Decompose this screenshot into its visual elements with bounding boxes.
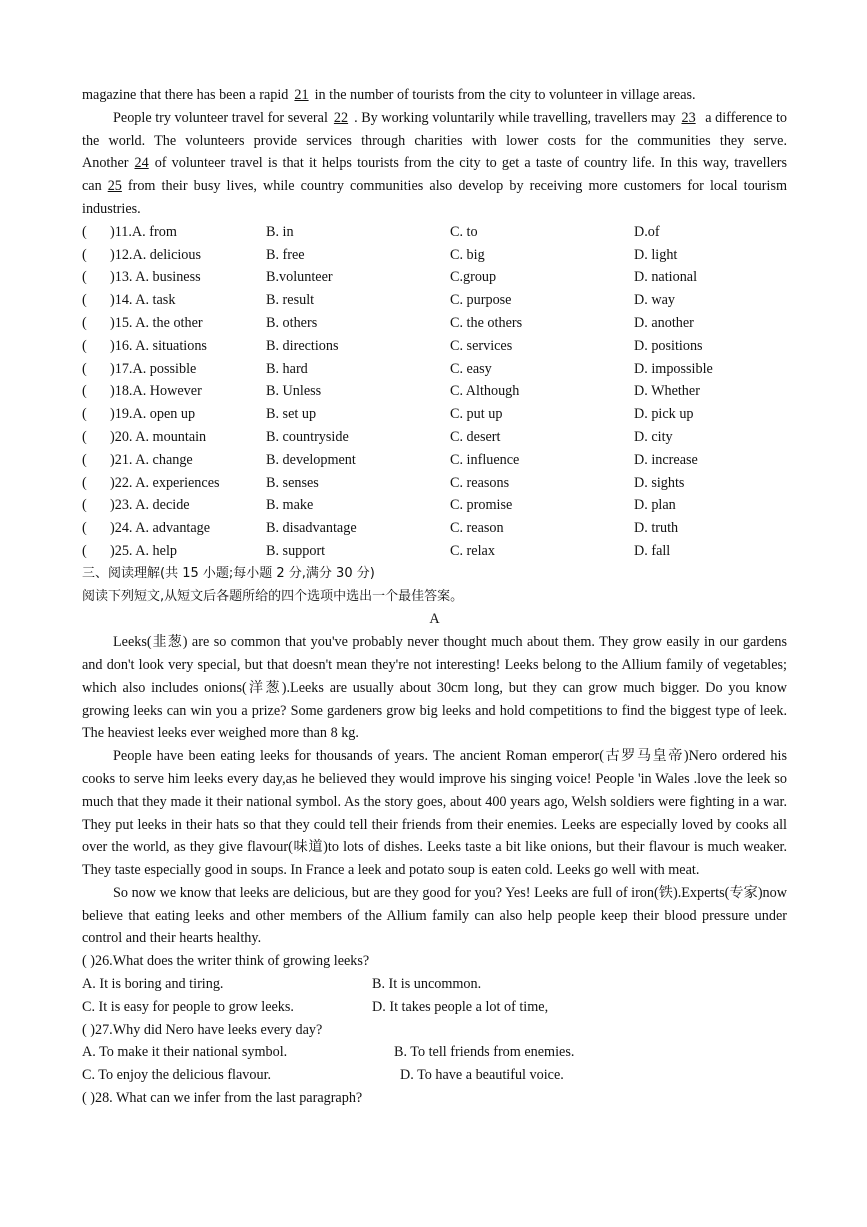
option-a: )15. A. the other [110,314,203,331]
option-c: C. easy [450,360,492,377]
option-a: )24. A. advantage [110,520,211,537]
answer-paren[interactable]: ( [82,337,87,354]
option-d: D. positions [634,337,703,354]
option-row [82,266,787,289]
option-a: )14. A. task [110,292,176,309]
option-b: B. senses [266,474,319,491]
option-row [82,472,787,495]
option-row [82,221,787,244]
option-row [82,380,787,403]
option-b: B.volunteer [266,269,333,286]
reading-paragraph: People have been eating leeks for thousands of years. The ancient Roman emperor(古罗马皇帝)Nero ordered his cooks to serve him leeks every day,as he believed they would improve his singing voice! People 'in Wales .love the leek so much that they made it their national symbol. As the story goes, about 400 years ago, Welsh soldiers were fighting in a war. They put leeks in their hats so that they could tell their friends from their enemies. Leeks are especially loved by cooks all over the world, as they give flavour(味道)to lots of dishes. Leeks taste a bit like onions, but their flavour is much weaker. They taste especially good in soups. In France a leek and potato soup is eaten cold. Leeks go well with meat. [82,748,787,879]
blank-23: 23 [681,109,696,126]
option-b: B. disadvantage [266,520,357,537]
option-row [82,517,787,540]
passage-paragraph [82,84,787,107]
option-row [82,540,787,563]
option-b: B. in [266,223,294,240]
option-c: C.group [450,269,497,286]
question-options [82,973,787,996]
answer-paren[interactable]: ( [82,360,87,377]
option-d: D. It takes people a lot of time, [372,998,549,1015]
option-b: B. development [266,451,356,468]
option-a: )19.A. open up [110,406,196,423]
options-table [82,221,787,563]
option-c: C. promise [450,497,513,514]
option-d: D. another [634,314,694,331]
option-d: D. light [634,246,678,263]
answer-paren[interactable]: ( [82,383,87,400]
passage-paragraph [82,107,787,221]
option-b: B. set up [266,406,317,423]
text: . By working voluntarily while travelling, travellers may [354,109,676,126]
answer-paren[interactable]: ( [82,520,87,537]
question-options [82,996,787,1019]
option-a: )17.A. possible [110,360,197,377]
answer-paren[interactable]: ( [82,246,87,263]
blank-24: 24 [134,155,149,172]
option-b: B. To tell friends from enemies. [394,1044,575,1061]
option-a: )11.A. from [110,223,177,240]
option-c: C. to [450,223,478,240]
option-a: )22. A. experiences [110,474,220,491]
option-c: C. reason [450,520,504,537]
text: of volunteer travel is that it helps tourists from the city to get a taste of country life. In this way, travellers can [82,155,787,195]
answer-paren[interactable]: ( [82,269,87,286]
option-d: D. To have a beautiful voice. [400,1067,564,1084]
option-b: B. make [266,497,314,514]
worksheet-page [82,84,787,1110]
option-a: )18.A. However [110,383,202,400]
option-a: )13. A. business [110,269,201,286]
blank-21: 21 [294,87,309,103]
option-d: D.of [634,223,660,240]
answer-paren[interactable]: ( [82,314,87,331]
reading-paragraph: Leeks(韭葱) are so common that you've probably never thought much about them. They grow easily in our gardens and don't look very special, but that doesn't mean they're not interesting! Leeks belong to the Allium family of vegetables; which also includes onions(洋葱).Leeks are usually about 30cm long, but they can grow much bigger. Do you know growing leeks can win you a prize? Some gardeners grow big leeks and hold competitions to find the biggest type of leek. The heaviest leeks ever weighed more than 8 kg. [82,634,787,742]
blank-25: 25 [107,178,122,195]
text: in the number of tourists from the city to volunteer in village areas. [314,87,696,103]
option-a: )23. A. decide [110,497,190,514]
option-c: C. services [450,337,513,354]
option-c: C. desert [450,428,501,445]
option-a: A. It is boring and tiring. [82,976,224,993]
answer-paren[interactable]: ( [82,451,87,468]
question-stem: ( )26.What does the writer think of growing leeks? [82,953,370,970]
text: magazine that there has been a rapid [82,87,289,103]
answer-paren[interactable]: ( [82,542,87,559]
option-b: B. It is uncommon. [372,976,482,993]
answer-paren[interactable]: ( [82,474,87,491]
blank-22: 22 [333,109,349,126]
option-row [82,312,787,335]
reading-paragraph: So now we know that leeks are delicious, but are they good for you? Yes! Leeks are full of iron(铁).Experts(专家)now believe that eating leeks and other members of the Allium family can also help people keep their blood pressure under control and their hearts healthy. [82,884,787,947]
section-instruction: 阅读下列短文,从短文后各题所给的四个选项中选出一个最佳答案。 [82,588,464,604]
option-d: D. way [634,292,675,309]
section-heading: 三、阅读理解(共 15 小题;每小题 2 分,满分 30 分) [82,565,375,581]
question-options [82,1041,787,1064]
option-d: D. impossible [634,360,713,377]
option-d: D. Whether [634,383,700,400]
option-b: B. countryside [266,428,349,445]
option-c: C. put up [450,406,503,423]
option-a: )20. A. mountain [110,428,207,445]
option-b: B. others [266,314,318,331]
option-a: A. To make it their national symbol. [82,1044,288,1061]
option-c: C. purpose [450,292,512,309]
option-b: B. directions [266,337,339,354]
answer-paren[interactable]: ( [82,406,87,423]
option-d: D. fall [634,542,671,559]
option-c: C. big [450,246,485,263]
option-d: D. increase [634,451,698,468]
answer-paren[interactable]: ( [82,223,87,240]
option-c: C. relax [450,542,495,559]
option-a: )16. A. situations [110,337,207,354]
option-d: D. truth [634,520,679,537]
option-c: C. It is easy for people to grow leeks. [82,998,294,1015]
option-b: B. support [266,542,326,559]
option-c: C. the others [450,314,523,331]
option-a: )21. A. change [110,451,193,468]
option-c: C. To enjoy the delicious flavour. [82,1067,272,1084]
option-b: B. result [266,292,315,309]
option-a: )12.A. delicious [110,246,202,263]
option-row [82,335,787,358]
text: from their busy lives, while country communities also develop by receiving more customers for local tourism industries. [82,178,787,217]
option-row [82,403,787,426]
option-b: B. Unless [266,383,322,400]
option-row [82,289,787,312]
option-c: C. influence [450,451,520,468]
option-d: D. city [634,428,673,445]
passage-label: A [429,611,440,628]
text: People try volunteer travel for several [113,109,328,126]
option-d: D. plan [634,497,676,514]
option-row [82,449,787,472]
option-c: C. reasons [450,474,510,491]
option-row [82,426,787,449]
option-d: D. pick up [634,406,694,423]
question-options [82,1064,787,1087]
option-a: )25. A. help [110,542,177,559]
option-row [82,244,787,267]
option-c: C. Although [450,383,520,400]
option-b: B. free [266,246,305,263]
text: a difference to the world. The volunteers provide services through charities with lower costs for the communities they serve. Another [82,109,787,172]
question-stem: ( )28. What can we infer from the last paragraph? [82,1090,363,1107]
option-d: D. national [634,269,698,286]
answer-paren[interactable]: ( [82,497,87,514]
option-b: B. hard [266,360,308,377]
answer-paren[interactable]: ( [82,428,87,445]
question-stem: ( )27.Why did Nero have leeks every day? [82,1021,323,1038]
option-row [82,494,787,517]
answer-paren[interactable]: ( [82,292,87,309]
option-row [82,358,787,381]
option-d: D. sights [634,474,685,491]
